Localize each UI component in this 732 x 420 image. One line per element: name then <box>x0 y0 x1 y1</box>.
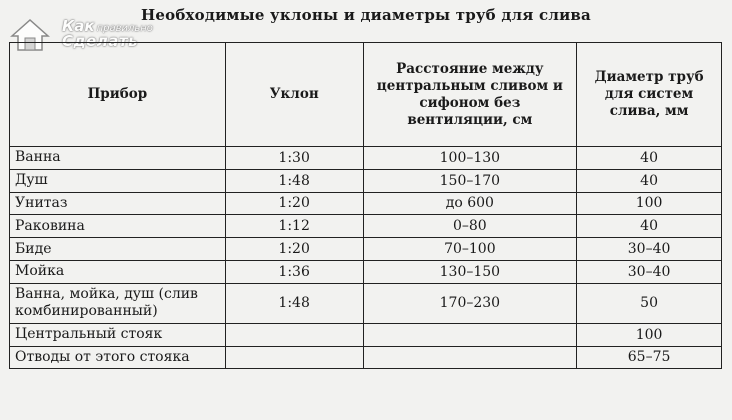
watermark-text-2: Сделать <box>62 32 139 50</box>
cell-slope: 1:48 <box>225 283 363 323</box>
cell-distance <box>363 323 577 346</box>
cell-diameter: 100 <box>577 323 722 346</box>
cell-device: Ванна <box>10 147 226 170</box>
cell-slope <box>225 323 363 346</box>
table-row <box>10 238 722 261</box>
cell-device: Унитаз <box>10 192 226 215</box>
table-body <box>10 147 722 369</box>
cell-distance <box>363 346 577 369</box>
table-row <box>10 215 722 238</box>
cell-distance: 170–230 <box>363 283 577 323</box>
table-header-row <box>10 43 722 147</box>
cell-diameter: 50 <box>577 283 722 323</box>
cell-device: Мойка <box>10 260 226 283</box>
cell-slope: 1:30 <box>225 147 363 170</box>
header-slope: Уклон <box>225 43 363 147</box>
table-row <box>10 169 722 192</box>
page-title: Необходимые уклоны и диаметры труб для слива <box>141 6 591 24</box>
cell-distance: до 600 <box>363 192 577 215</box>
cell-device: Душ <box>10 169 226 192</box>
cell-device: Ванна, мойка, душ (слив комбинированный) <box>10 283 226 323</box>
cell-diameter: 100 <box>577 192 722 215</box>
table-row <box>10 260 722 283</box>
cell-diameter: 40 <box>577 147 722 170</box>
cell-slope: 1:12 <box>225 215 363 238</box>
header-device: Прибор <box>10 43 226 147</box>
cell-distance: 0–80 <box>363 215 577 238</box>
table-row <box>10 147 722 170</box>
cell-device: Раковина <box>10 215 226 238</box>
cell-distance: 100–130 <box>363 147 577 170</box>
table-row <box>10 192 722 215</box>
cell-slope: 1:20 <box>225 238 363 261</box>
cell-diameter: 30–40 <box>577 238 722 261</box>
cell-distance: 150–170 <box>363 169 577 192</box>
header-distance: Расстояние между центральным сливом и сифоном без вентиляции, см <box>363 43 577 147</box>
cell-slope: 1:36 <box>225 260 363 283</box>
watermark-text-1b: правильно <box>96 23 153 34</box>
cell-diameter: 40 <box>577 169 722 192</box>
cell-device: Биде <box>10 238 226 261</box>
cell-device: Центральный стояк <box>10 323 226 346</box>
table-row <box>10 346 722 369</box>
watermark-text-1: Как <box>62 17 95 35</box>
cell-slope: 1:20 <box>225 192 363 215</box>
cell-slope: 1:48 <box>225 169 363 192</box>
cell-slope <box>225 346 363 369</box>
header-diameter: Диаметр труб для систем слива, мм <box>577 43 722 147</box>
cell-diameter: 65–75 <box>577 346 722 369</box>
table-row <box>10 283 722 323</box>
table-row <box>10 323 722 346</box>
cell-distance: 130–150 <box>363 260 577 283</box>
cell-distance: 70–100 <box>363 238 577 261</box>
drain-pipes-table <box>9 42 722 369</box>
cell-device: Отводы от этого стояка <box>10 346 226 369</box>
cell-diameter: 40 <box>577 215 722 238</box>
cell-diameter: 30–40 <box>577 260 722 283</box>
